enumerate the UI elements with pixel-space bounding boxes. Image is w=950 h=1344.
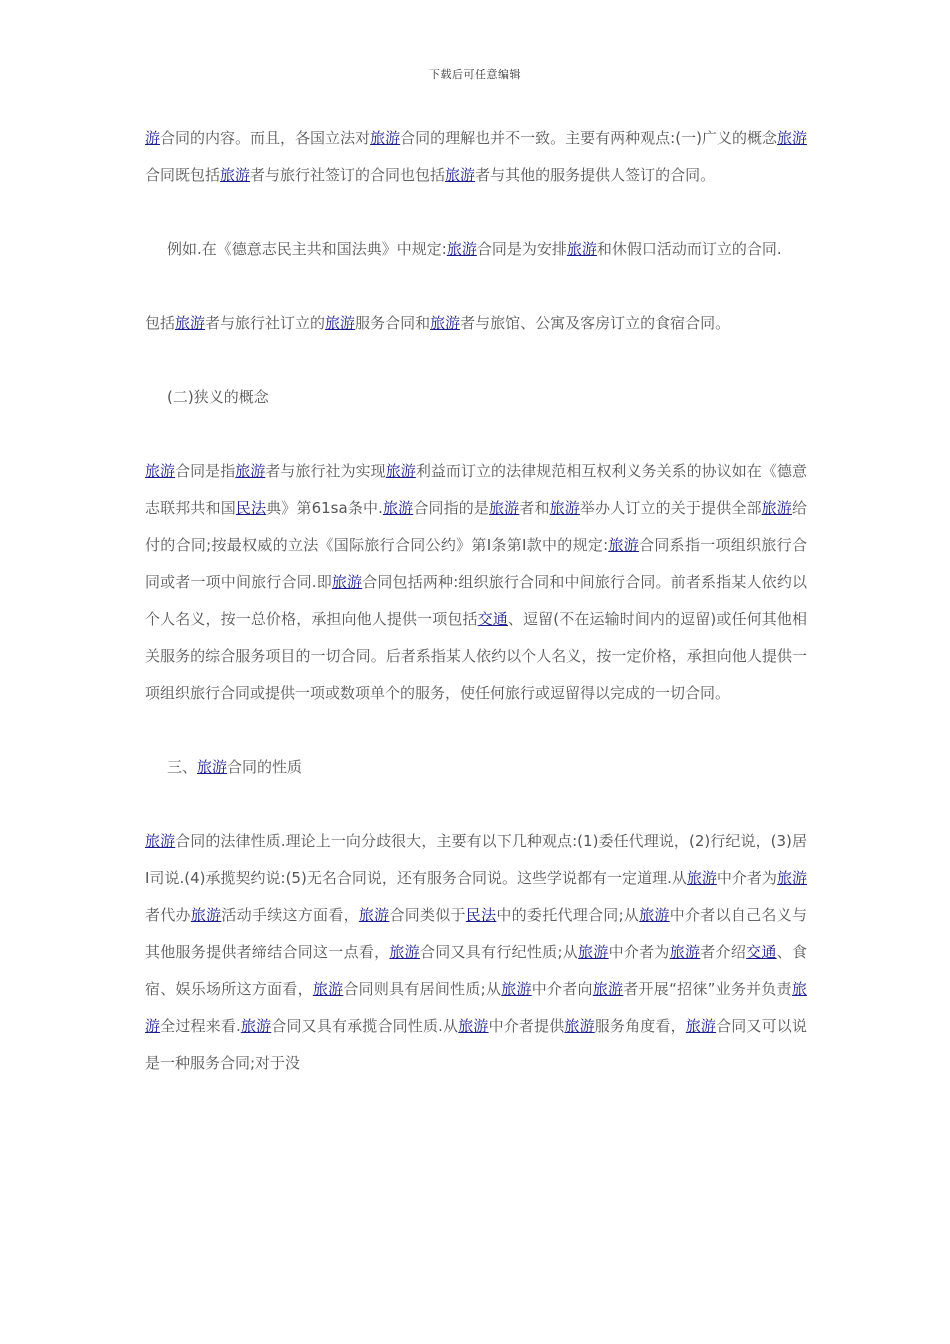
keyword-link[interactable]: 旅游: [578, 943, 609, 961]
body-text: 合同是指: [175, 462, 236, 480]
body-text: 者与旅行社为实现: [265, 462, 386, 480]
paragraph-example-gdr: [145, 231, 807, 268]
paragraph-spacer: [145, 786, 807, 823]
paragraph-spacer: [145, 416, 807, 453]
keyword-link[interactable]: 旅游: [190, 906, 222, 924]
body-text: 中的委托代理合同;从: [496, 906, 640, 924]
keyword-link[interactable]: 旅游: [220, 166, 251, 184]
paragraph-spacer: [145, 342, 807, 379]
keyword-link[interactable]: 旅游: [776, 129, 807, 147]
page-header: 下载后可任意编辑: [429, 68, 521, 81]
keyword-link[interactable]: 民法: [465, 906, 497, 924]
keyword-link[interactable]: 旅游: [197, 758, 228, 776]
body-text: 者介绍: [700, 943, 747, 961]
body-text: 三、: [167, 758, 198, 776]
body-text: 者与其他的服务提供人签订的合同。: [475, 166, 716, 184]
keyword-link[interactable]: 游: [145, 129, 161, 147]
keyword-link[interactable]: 旅游: [145, 980, 807, 1035]
paragraph-narrow-definition: [145, 453, 807, 712]
body-text: 合同是为安排: [476, 240, 567, 258]
body-text: 合同类似于: [389, 906, 466, 924]
keyword-link[interactable]: 旅游: [685, 1017, 717, 1035]
keyword-link[interactable]: 旅游: [608, 536, 640, 554]
keyword-link[interactable]: 旅游: [669, 943, 701, 961]
body-text: 全过程来看.: [160, 1017, 241, 1035]
keyword-link[interactable]: 旅游: [325, 314, 356, 332]
body-text: 者开展“招徕”业务并负责: [623, 980, 792, 998]
keyword-link[interactable]: 旅游: [592, 980, 624, 998]
keyword-link[interactable]: 民法: [235, 499, 267, 517]
keyword-link[interactable]: 旅游: [686, 869, 717, 887]
body-text: 合同则具有居间性质;从: [343, 980, 502, 998]
paragraph-spacer: [145, 268, 807, 305]
body-text: 中介者为: [716, 869, 777, 887]
keyword-link[interactable]: 旅游: [639, 906, 670, 924]
body-text: 合同指的是: [413, 499, 490, 517]
body-text: 例如.在《德意志民主共和国法典》中规定:: [167, 240, 447, 258]
keyword-link[interactable]: 旅游: [389, 943, 420, 961]
body-text: 典》第61sa条中.: [266, 499, 383, 517]
keyword-link[interactable]: 旅游: [370, 129, 401, 147]
body-text: 合同既包括: [145, 166, 221, 184]
keyword-link[interactable]: 旅游: [458, 1017, 489, 1035]
body-text: 举办人订立的关于提供全部: [579, 499, 762, 517]
keyword-link[interactable]: 旅游: [312, 980, 344, 998]
body-text: 中介者提供: [488, 1017, 565, 1035]
paragraph-definition-intro: [145, 120, 807, 194]
keyword-link[interactable]: 旅游: [358, 906, 390, 924]
body-text: 合同又具有承揽合同性质.从: [271, 1017, 459, 1035]
paragraph-broad-scope: [145, 305, 807, 342]
body-text: 中介者以自己名义与其他服务提供者缔结合同这一点看，: [145, 906, 807, 961]
body-text: (二)狭义的概念: [167, 388, 269, 406]
body-text: 合同的法律性质.理论上一向分歧很大，主要有以下几种观点:(1)委任代理说，(2)行纪说，(3)居Ⅰ司说.(4)承揽契约说:(5)无名合同说，还有服务合同说。这些学说都有一定道理.从: [145, 832, 807, 887]
body-text: 合同又可以说是一种服务合同;对于没: [145, 1017, 807, 1072]
document-body: [145, 120, 807, 1082]
keyword-link[interactable]: 旅游: [489, 499, 520, 517]
body-text: 中介者向: [531, 980, 593, 998]
body-text: 者与旅行社订立的: [205, 314, 326, 332]
section-heading-contract-nature: [145, 749, 807, 786]
keyword-link[interactable]: 旅游: [235, 462, 266, 480]
body-text: 利益而订立的法律规范相互权利义务关系的协议如在《德意志联邦共和国: [145, 462, 807, 517]
body-text: 服务合同和: [355, 314, 431, 332]
keyword-link[interactable]: 旅游: [240, 1017, 272, 1035]
body-text: 者与旅馆、公寓及客房订立的食宿合同。: [460, 314, 731, 332]
keyword-link[interactable]: 旅游: [145, 462, 176, 480]
body-text: 、食宿、娱乐场所这方面看，: [145, 943, 807, 998]
body-text: 、逗留(不在运输时间内的逗留)或任何其他相关服务的综合服务项目的一切合同。后者系指某人依约以个人名义，按一定价格，承担向他人提供一项组织旅行合同或提供一项或数项单个的服务，使任何旅行或逗留得以完成的一切合同。: [145, 610, 807, 702]
body-text: 给付的合同;按最权威的立法《国际旅行合同公约》第Ⅰ条第Ⅰ款中的规定:: [145, 499, 807, 554]
keyword-link[interactable]: 旅游: [445, 166, 476, 184]
paragraph-legal-nature: [145, 823, 807, 1082]
body-text: 合同又具有行纪性质;从: [419, 943, 579, 961]
body-text: 包括: [145, 314, 176, 332]
body-text: 和休假口活动而订立的合同.: [596, 240, 782, 258]
body-text: 中介者为: [608, 943, 670, 961]
body-text: 合同的性质: [227, 758, 303, 776]
keyword-link[interactable]: 旅游: [385, 462, 416, 480]
body-text: 服务角度看，: [594, 1017, 686, 1035]
body-text: 合同系指一项组织旅行合同或者一项中间旅行合同.即: [145, 536, 807, 591]
keyword-link[interactable]: 旅游: [446, 240, 477, 258]
body-text: 合同包括两种:组织旅行合同和中间旅行合同。前者系指某人依约以个人名义，按一总价格，承担向他人提供一项包括: [145, 573, 807, 628]
keyword-link[interactable]: 旅游: [145, 832, 176, 850]
keyword-link[interactable]: 旅游: [566, 240, 597, 258]
keyword-link[interactable]: 旅游: [382, 499, 414, 517]
keyword-link[interactable]: 交通: [477, 610, 508, 628]
keyword-link[interactable]: 旅游: [175, 314, 206, 332]
keyword-link[interactable]: 旅游: [430, 314, 461, 332]
body-text: 者代办: [145, 906, 191, 924]
body-text: 者和: [519, 499, 550, 517]
section-heading-narrow-concept: [145, 379, 807, 416]
keyword-link[interactable]: 旅游: [549, 499, 580, 517]
body-text: 活动手续这方面看，: [221, 906, 359, 924]
keyword-link[interactable]: 旅游: [564, 1017, 595, 1035]
body-text: 者与旅行社签订的合同也包括: [250, 166, 446, 184]
body-text: 合同的内容。而且，各国立法对: [160, 129, 371, 147]
keyword-link[interactable]: 旅游: [761, 499, 792, 517]
keyword-link[interactable]: 交通: [746, 943, 777, 961]
keyword-link[interactable]: 旅游: [501, 980, 532, 998]
body-text: 合同的理解也并不一致。主要有两种观点:(一)广义的概念: [400, 129, 777, 147]
paragraph-spacer: [145, 194, 807, 231]
keyword-link[interactable]: 旅游: [331, 573, 363, 591]
keyword-link[interactable]: 旅游: [776, 869, 807, 887]
paragraph-spacer: [145, 712, 807, 749]
